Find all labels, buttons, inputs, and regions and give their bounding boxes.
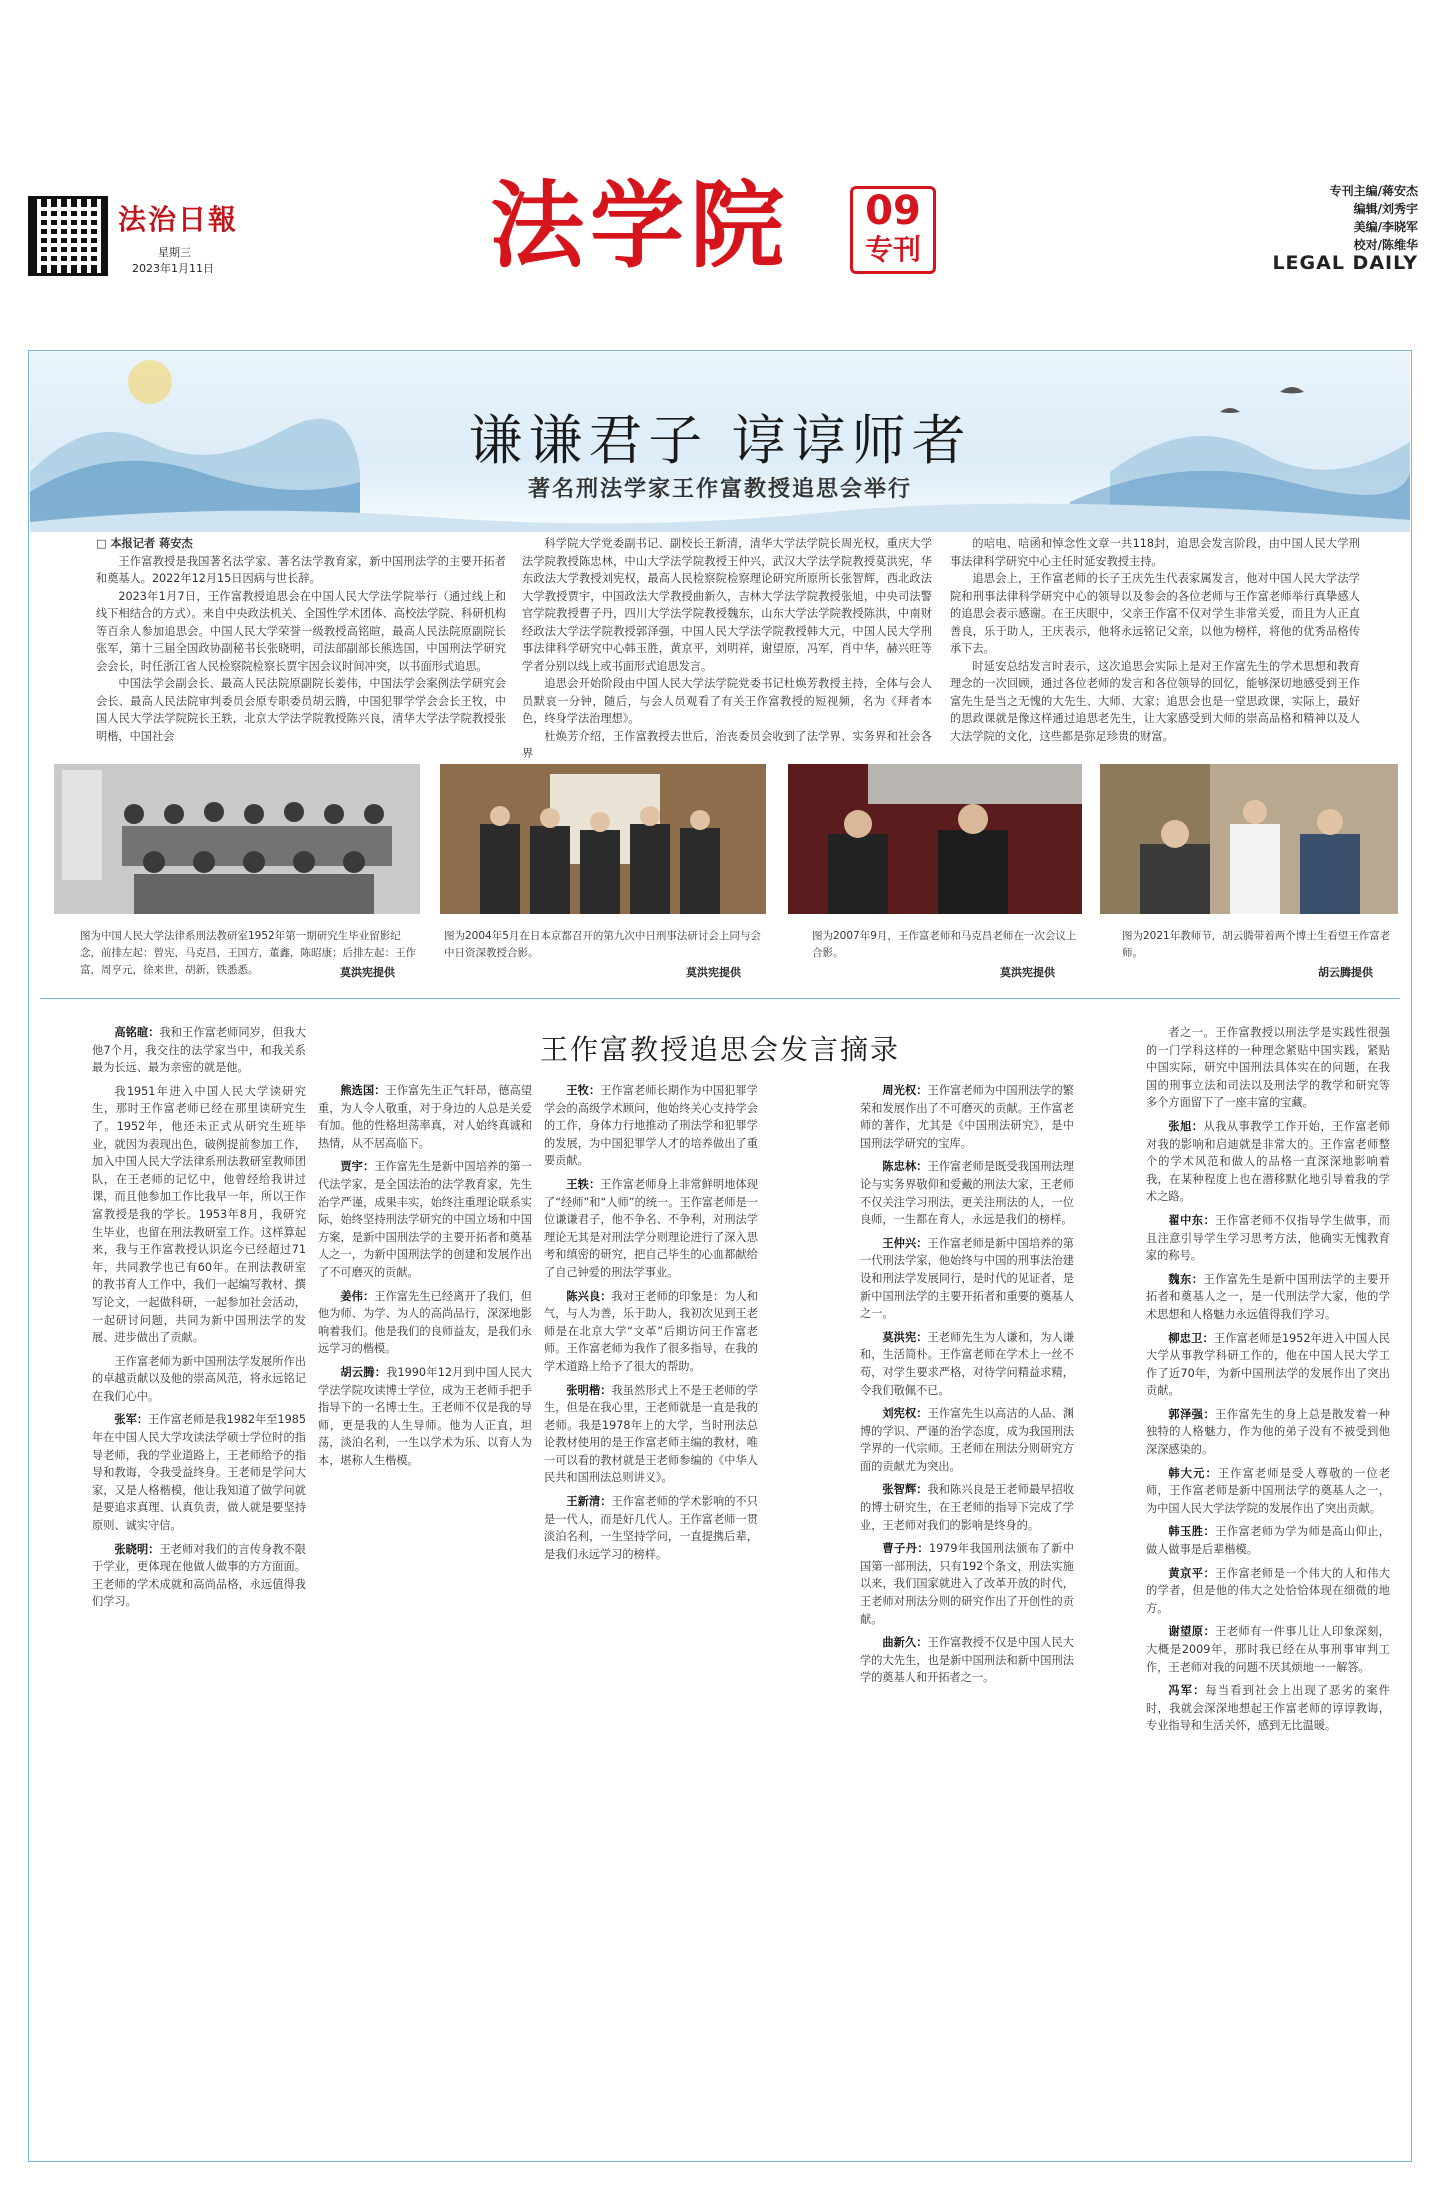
excerpt-text: 王作富老师为学为师是高山仰止，做人做事是后辈楷模。 [1146, 1525, 1390, 1557]
issue-date: 2023年1月11日 [132, 262, 214, 275]
photo-credit: 胡云腾提供 [1318, 966, 1373, 979]
speaker-name: 黄京平： [1168, 1566, 1216, 1580]
photo-caption: 图为2004年5月在日本京都召开的第九次中日刑事法研讨会上同与会中日资深教授合影。 [444, 930, 761, 959]
feature-column-1 [96, 535, 506, 745]
speaker-name: 韩大元： [1168, 1466, 1218, 1480]
excerpt-paragraph [860, 1082, 1074, 1152]
excerpt-paragraph [544, 1382, 758, 1488]
excerpt-paragraph [318, 1364, 532, 1470]
feature-column-3 [950, 535, 1360, 745]
excerpt-text: 王作富先生的身上总是散发着一种独特的人格魅力，作为他的弟子没有不被受到他深深感染的。 [1146, 1407, 1390, 1457]
excerpt-paragraph [1146, 1271, 1390, 1324]
excerpt-paragraph [1146, 1406, 1390, 1459]
speaker-name: 张智辉： [882, 1483, 928, 1497]
excerpt-column-4 [860, 1082, 1074, 1693]
feature-paragraph: 追思会开始阶段由中国人民大学法学院党委书记杜焕芳教授主持，全体与会人员默哀一分钟，随后，与会人员观看了有关王作富教授的短视频，名为《拜者本色，终身学法治理想》。 [522, 677, 932, 725]
excerpt-text: 王作富老师为中国刑法学的繁荣和发展作出了不可磨灭的贡献。王作富老师的著作，尤其是《中国刑法研究》，是中国刑法学研究的宝库。 [860, 1084, 1074, 1150]
page-number: 09 [865, 188, 921, 234]
excerpt-text: 每当看到社会上出现了恶劣的案件时，我就会深深地想起王作富老师的谆谆教诲，专业指导和生活关怀，感到无比温暖。 [1146, 1684, 1390, 1733]
excerpt-text: 王作富老师是受人尊敬的一位老师，王作富老师是新中国刑法学的奠基人之一，为中国人民大学法学院的发展作出了突出贡献。 [1146, 1466, 1390, 1515]
weekday: 星期三 [158, 246, 191, 259]
reporter-byline: □ 本报记者 蒋安杰 [96, 537, 193, 550]
excerpt-paragraph [1146, 1465, 1390, 1518]
feature-paragraph: 时延安总结发言时表示，这次追思会实际上是对王作富先生的学术思想和教育理念的一次回顾，通过各位老师的发言和各位领导的回忆，能够深切地感受到王作富先生是当之无愧的大先生、大师、大家；追思会也是一堂思政课，实际上，最好的思政课就是像这样通过追思老先生，让大家感受到大师的崇高品格和精神以及人大法学院的文化，这些都是弥足珍贵的财富。 [950, 659, 1360, 743]
excerpt-paragraph [318, 1158, 532, 1281]
excerpt-text: 王作富先生已经离开了我们，但他为师、为学、为人的高尚品行，深深地影响着我们。他是我们的良师益友，是我们永远学习的楷模。 [318, 1289, 532, 1356]
credit-editor: 编辑/刘秀宇 [1353, 202, 1418, 216]
excerpt-paragraph [860, 1235, 1074, 1323]
excerpt-text: 王作富先生是新中国培养的第一代法学家，是全国法治的法学教育家，先生治学严谨，成果丰实，始终注重理论联系实际，始终坚持刑法学研究的中国立场和中国方案，是新中国刑法学的主要开拓者和奠基人之一，为新中国刑法学的创建和发展作出了不可磨灭的贡献。 [318, 1160, 532, 1279]
photo-2021-teachers-day [1100, 764, 1398, 914]
feature-paragraph: 杜焕芳介绍，王作富教授去世后，治丧委员会收到了法学界、实务界和社会各界 [522, 729, 932, 760]
photo-credit: 莫洪宪提供 [686, 966, 741, 979]
excerpt-paragraph [860, 1540, 1074, 1628]
excerpt-paragraph [544, 1082, 758, 1170]
brand-wordmark: LEGAL DAILY [1272, 252, 1418, 274]
speaker-name: 刘宪权： [882, 1407, 928, 1421]
paper-logo: 法治日報 [118, 203, 239, 236]
photo-credit: 莫洪宪提供 [340, 966, 395, 979]
excerpt-paragraph [92, 1411, 306, 1534]
excerpt-paragraph [92, 1083, 306, 1347]
speaker-name: 王轶： [566, 1177, 601, 1191]
speaker-name: 周光权： [882, 1084, 928, 1097]
feature-title: 谦谦君子 谆谆师者 [468, 409, 972, 472]
section-title: 法学院 [490, 172, 791, 281]
speaker-name: 王牧： [566, 1084, 601, 1097]
speaker-name: 曲新久： [882, 1636, 928, 1650]
photo-caption: 图为中国人民大学法律系刑法教研室1952年第一期研究生毕业留影纪念，前排左起：曾宪，马克昌，王国方，董鑫，陈昭康；后排左起：王作富，周亨元，徐来世，胡新，铁悉悉。 [80, 930, 416, 976]
speaker-name: 贾宇： [340, 1160, 375, 1174]
excerpt-text: 者之一。王作富教授以刑法学是实践性很强的一门学科这样的一种理念紧贴中国实践，紧贴中国实际，研究中国刑法具体实在的问题，在我国的刑事立法和司法以及刑法学的教学和研究等多个方面留下了一座丰富的宝藏。 [1146, 1026, 1390, 1110]
speaker-name: 冯军： [1168, 1684, 1206, 1698]
speaker-name: 高铭暄： [114, 1026, 160, 1039]
speaker-name: 陈忠林： [882, 1160, 928, 1174]
excerpt-paragraph [860, 1481, 1074, 1534]
feature-subtitle: 著名刑法学家王作富教授追思会举行 [527, 477, 912, 502]
excerpt-text: 王老师先生为人谦和，为人谦和，生活简朴。王作富老师在学术上一丝不苟，对学生要求严格，对待学问精益求精，令我们敬佩不已。 [860, 1330, 1074, 1397]
excerpt-text: 王作富先生是新中国刑法学的主要开拓者和奠基人之一，是一代刑法学大家，他的学术思想和人格魅力永远值得我们学习。 [1146, 1272, 1390, 1321]
excerpt-text: 我1951年进入中国人民大学读研究生，那时王作富老师已经在那里读研究生了。1952年，他还未正式从研究生班毕业，就因为表现出色，破例提前参加工作，加入中国人民大学法律系刑法教研室教师团队，在王老师的记忆中，他曾经给我讲过课，而且他参加工作比我早一年，所以王作富教授是我的学长。1953年8月，我研究生毕业，也留在刑法教研室工作。这样算起来，我与王作富教授认识迄今已经超过71年，共同教学也已有60年。在刑法教研室的教书育人工作中，我们一起编写教材、撰写论文，一起做科研，一起参加社会活动，一起研讨问题，共同为新中国刑法学的发展、进步做出了贡献。 [92, 1084, 306, 1345]
excerpt-paragraph [1146, 1330, 1390, 1400]
excerpt-text: 王作富老师的学术影响的不只是一代人，而是好几代人。王作富老师一贯淡泊名利，一生坚持学问，一直提携后辈，是我们永远学习的榜样。 [544, 1495, 758, 1561]
excerpt-text: 王作富教授不仅是中国人民大学的大先生，也是新中国刑法和新中国刑法学的奠基人和开拓者之一。 [860, 1636, 1074, 1685]
excerpt-paragraph [318, 1288, 532, 1358]
excerpt-paragraph [1146, 1118, 1390, 1206]
excerpt-text: 我虽然形式上不是王老师的学生，但是在我心里，王老师就是一直是我的老师。我是1978年上的大学，当时刑法总论教材使用的是王作富老师主编的教材，唯一可以看的教材就是王老师参编的《中华人民共和国刑法总则讲义》。 [544, 1383, 758, 1485]
photo-1952-class [54, 764, 420, 914]
feature-paragraph: 王作富教授是我国著名法学家、著名法学教育家，新中国刑法学的主要开拓者和奠基人。2022年12月15日因病与世长辞。 [96, 554, 506, 585]
excerpt-text: 王作富老师为新中国刑法学发展所作出的卓越贡献以及他的崇高风范，将永远铭记在我们心中。 [92, 1354, 306, 1403]
excerpt-paragraph [1146, 1682, 1390, 1735]
feature-paragraph: 2023年1月7日，王作富教授追思会在中国人民大学法学院举行（通过线上和线下相结合的方式）。来自中央政法机关、全国性学术团体、高校法学院、科研机构等百余人参加追思会。中国人民大学荣誉一级教授高铭暄，最高人民法院原副院长张军，第十三届全国政协副秘书长张晓明，司法部副部长熊选国，中国刑法学研究会会长，时任浙江省人民检察院检察长贾宇因会议时间冲突，以书面形式追思。 [96, 589, 506, 673]
page-label: 专刊 [864, 233, 921, 266]
speaker-name: 翟中东： [1168, 1213, 1216, 1227]
excerpt-text: 王作富先生以高洁的人品、渊博的学识、严谨的治学态度，成为我国刑法学界的一代宗师。王老师在刑法分则研究方面的贡献尤为突出。 [860, 1407, 1074, 1473]
excerpt-text: 王作富老师不仅指导学生做事，而且注意引导学生学习思考方法，他确实无愧教育家的称号。 [1146, 1213, 1390, 1263]
speaker-name: 熊选国： [340, 1084, 386, 1097]
photo-caption: 图为2007年9月，王作富老师和马克昌老师在一次会议上合影。 [812, 930, 1077, 959]
excerpt-paragraph [544, 1493, 758, 1563]
excerpt-text: 从我从事教学工作开始，王作富老师对我的影响和启迪就是非常大的。王作富老师整个的学术风范和做人的品格一直深深地影响着我，在某种程度上也在潜移默化地引导着我的学术之路。 [1146, 1119, 1390, 1204]
excerpt-paragraph [1146, 1565, 1390, 1618]
excerpt-paragraph [1146, 1623, 1390, 1676]
excerpt-text: 王作富先生正气轩昂，德高望重，为人令人敬重，对于身边的人总是关爱有加。他的性格坦荡率真，对人始终真诚和热情，从不居高临下。 [318, 1084, 532, 1150]
excerpt-column-5 [1146, 1024, 1390, 1741]
excerpt-column-2 [318, 1082, 532, 1475]
speaker-name: 曹子丹： [882, 1542, 929, 1556]
credit-proofreader: 校对/陈维华 [1353, 238, 1418, 252]
credit-chief-editor: 专刊主编/蒋安杰 [1329, 184, 1418, 198]
excerpt-paragraph [860, 1158, 1074, 1228]
excerpt-column-1 [92, 1024, 306, 1617]
excerpt-text: 王作富老师身上非常鲜明地体现了“经师”和“人师”的统一。王作富老师是一位谦谦君子，他不争名、不争利，对刑法学理论无其是对刑法学分则理论进行了深入思考和缜密的研究，把自己毕生的心血都献给了自己钟爱的刑法学事业。 [544, 1177, 758, 1279]
excerpt-text: 1979年我国刑法颁布了新中国第一部刑法，只有192个条文，刑法实施以来，我们国家就进入了改革开放的时代，王老师对刑法分则的研究作出了开创性的贡献。 [860, 1542, 1074, 1626]
speaker-name: 谢望原： [1168, 1625, 1216, 1639]
speaker-name: 张军： [114, 1413, 149, 1427]
excerpt-text: 王老师有一件事儿让人印象深刻，大概是2009年，那时我已经在从事刑事审判工作，王老师对我的问题不厌其烦地一一解答。 [1146, 1625, 1390, 1674]
excerpt-text: 王作富老师是我1982年至1985年在中国人民大学攻读法学硕士学位时的指导老师，我的学业道路上，王老师给予的指导和教诲，令我受益终身。王老师是学问大家，又是人格楷模，他让我知道了做学问就是要追求真理、认真负责，做人就是要坚持原则、诚实守信。 [92, 1413, 306, 1533]
excerpt-text: 我1990年12月到中国人民大学法学院攻读博士学位，成为王老师手把手指导下的一名博士生。王老师不仅是我的导师，更是我的人生导师。他为人正直，坦荡，淡泊名利，一生以学术为乐、以育人为本，堪称人生楷模。 [318, 1365, 532, 1467]
excerpt-text: 王作富老师是1952年进入中国人民大学从事教学科研工作的，他在中国人民大学工作了近70年，为新中国刑法学的发展作出了突出贡献。 [1146, 1331, 1390, 1398]
excerpt-text: 我和陈兴良是王老师最早招收的博士研究生，在王老师的指导下完成了学业，王老师对我们的影响是终身的。 [860, 1483, 1074, 1532]
credit-designer: 美编/李晓军 [1353, 220, 1418, 234]
excerpt-paragraph [544, 1288, 758, 1376]
photo-credit: 莫洪宪提供 [1000, 966, 1055, 979]
speaker-name: 魏东： [1168, 1272, 1204, 1286]
excerpt-column-3 [544, 1082, 758, 1569]
speaker-name: 柳忠卫： [1168, 1331, 1214, 1345]
qr-code[interactable] [28, 196, 108, 276]
excerpt-paragraph [1146, 1212, 1390, 1265]
excerpt-paragraph [92, 1024, 306, 1077]
feature-column-2 [522, 535, 932, 763]
excerpt-text: 王老师对我们的言传身教不限于学业，更体现在他做人做事的方方面面。王老师的学术成就和高尚品格，永远值得我们学习。 [92, 1542, 306, 1609]
photo-2007-meeting [788, 764, 1082, 914]
speaker-name: 莫洪宪： [882, 1330, 928, 1344]
excerpt-paragraph [1146, 1024, 1390, 1112]
speaker-name: 郭泽强： [1168, 1407, 1216, 1421]
speaker-name: 张晓明： [114, 1542, 160, 1556]
excerpt-text: 王作富老师是新中国培养的第一代刑法学家，他始终与中国的刑事法治建设和刑法学发展同行，是时代的见证者，是新中国刑法学的主要开拓者和重要的奠基人之一。 [860, 1236, 1074, 1321]
speaker-name: 王新清： [566, 1495, 612, 1509]
divider [40, 998, 1400, 999]
excerpt-text: 王作富老师是一个伟大的人和伟大的学者，但是他的伟大之处恰恰体现在细微的地方。 [1146, 1566, 1390, 1615]
excerpt-text: 王作富老师是既受我国刑法理论与实务界敬仰和爱戴的刑法大家，王老师不仅关注学习刑法，更关注刑法的人，一位良师，一生都在育人，永远是我们的榜样。 [860, 1160, 1074, 1227]
speaker-name: 张明楷： [566, 1383, 612, 1397]
feature-paragraph: 的唁电、唁函和悼念性文章一共118封，追思会发言阶段，由中国人民大学刑事法律科学研究中心主任时延安教授主持。 [950, 537, 1360, 568]
speaker-name: 胡云腾： [340, 1365, 387, 1379]
speaker-name: 王仲兴： [882, 1236, 928, 1250]
speaker-name: 张旭： [1168, 1119, 1204, 1133]
feature-paragraph: 中国法学会副会长、最高人民法院原副院长姜伟，中国法学会案例法学研究会会长、最高人民法院审判委员会原专职委员胡云腾，中国犯罪学学会会长王牧，中国人民大学法学院院长王轶，北京大学法学院教授陈兴良，清华大学法学院教授张明楷，中国社会 [96, 677, 506, 743]
excerpt-paragraph [860, 1405, 1074, 1475]
excerpt-paragraph [92, 1541, 306, 1611]
excerpt-paragraph [1146, 1523, 1390, 1558]
photo-caption: 图为2021年教师节，胡云腾带着两个博士生看望王作富老师。 [1122, 930, 1391, 959]
feature-paragraph: 追思会上，王作富老师的长子王庆先生代表家属发言，他对中国人民大学法学院和刑事法律科学研究中心的领导以及参会的各位老师与王作富老师举行真挚感人的追思会表示感谢。在王庆眼中，父亲王作富不仅对学生非常关爱，而且为人正直善良，乐于助人，王庆表示，他将永远铭记父亲，以他为榜样，将他的优秀品格传承下去。 [950, 572, 1360, 655]
excerpt-paragraph [544, 1176, 758, 1282]
page-badge [850, 186, 936, 274]
excerpt-paragraph [860, 1329, 1074, 1399]
excerpt-text: 王作富老师长期作为中国犯罪学学会的高级学术顾问，他始终关心支持学会的工作，身体力行地推动了刑法学和犯罪学的发展，为中国犯罪学人才的培养做出了重要贡献。 [544, 1084, 758, 1168]
excerpt-paragraph [92, 1353, 306, 1406]
excerpt-text: 我和王作富老师同岁，但我大他7个月，我交往的法学家当中，和我关系最为长远、最为亲密的就是他。 [92, 1026, 306, 1075]
photo-2004-symposium [440, 764, 766, 914]
speaker-name: 韩玉胜： [1168, 1525, 1216, 1539]
speaker-name: 陈兴良： [566, 1289, 612, 1303]
excerpt-paragraph [860, 1634, 1074, 1687]
excerpts-title: 王作富教授追思会发言摘录 [539, 1033, 900, 1066]
feature-paragraph: 科学院大学党委副书记、副校长王新清，清华大学法学院长周光权，重庆大学法学院教授陈忠林，中山大学法学院教授王仲兴，武汉大学法学院教授莫洪宪，华东政法大学教授刘宪权，最高人民检察院检察理论研究所原所长张智辉，西北政法大学教授贾宇，中国政法大学教授曲新久，吉林大学法学院教授张旭，中央司法警官学院教授曹子丹，四川大学法学院教授魏东，山东大学法学院教授陈洪，中南财经政法大学法学院教授郭泽强，中国人民大学法学院教授韩大元，中国人民大学刑事法律科学研究中心韩玉胜，黄京平，刘明祥，谢望原，冯军，肖中华，赫兴旺等学者分别以线上或书面形式追思发言。 [522, 537, 932, 673]
excerpt-paragraph [318, 1082, 532, 1152]
speaker-name: 姜伟： [340, 1289, 375, 1303]
excerpt-text: 我对王老师的印象是：为人和气，与人为善，乐于助人，我初次见到王老师是在北京大学“文革”后期访问王作富老师。王作富老师为我作了很多指导，在我的学术道路上给予了很大的帮助。 [544, 1289, 758, 1373]
